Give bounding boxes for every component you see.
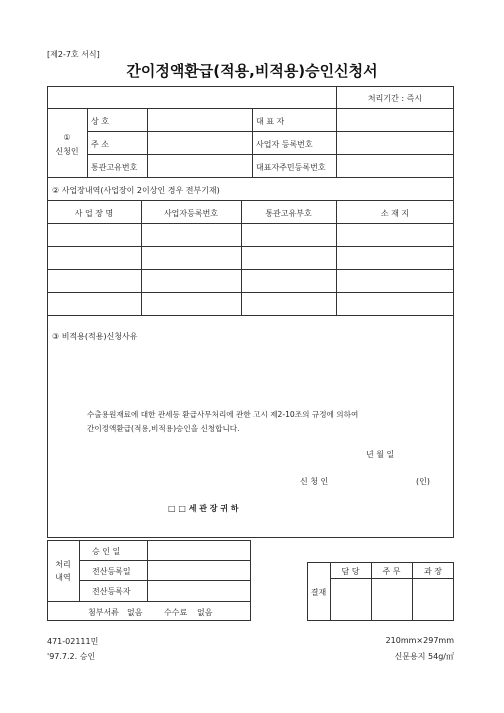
- representative-label: 대 표 자: [256, 117, 285, 126]
- approval-date-label: 승 인 일: [92, 547, 121, 556]
- fee-value: 없음: [197, 608, 213, 617]
- business-row[interactable]: [48, 293, 453, 314]
- footer-form-code: 471-02111민: [47, 637, 99, 646]
- statement-line-1: 수출용원재료에 대한 관세등 환급사무처리에 관한 고시 제2-10조의 규정에 의하여: [87, 410, 359, 419]
- page-title: 간이정액환급(적용,비적용)승인신청서: [126, 62, 378, 80]
- seal-mark: (인): [416, 477, 430, 486]
- applicant-signature-label: 신 청 인: [300, 477, 329, 486]
- reason-field[interactable]: [48, 342, 453, 392]
- col-header-business-name: 사 업 장 명: [74, 209, 114, 218]
- section3-title: ③ 비적용(적용)신청사유: [52, 332, 138, 341]
- approver-director-signature[interactable]: [413, 579, 453, 620]
- approver-staff-header: 담 당: [341, 567, 360, 576]
- registration-date-label: 전산등록일: [92, 567, 131, 576]
- business-row[interactable]: [48, 224, 453, 245]
- footer-approval-date: '97.7.2. 승인: [47, 652, 96, 661]
- registrar-field[interactable]: [148, 581, 250, 600]
- form-number: [제2-7호 서식]: [47, 50, 100, 59]
- representative-field[interactable]: [337, 109, 453, 130]
- approver-director-header: 과 장: [424, 567, 442, 576]
- approver-chief-header: 주 무: [382, 567, 401, 576]
- registrar-label: 전산등록자: [92, 587, 131, 596]
- attachments-label: 첨부서류: [88, 608, 119, 617]
- statement-line-2: 간이정액환급(적용,비적용)승인을 신청합니다.: [87, 424, 240, 433]
- applicant-section-label: 신청인: [55, 147, 79, 156]
- col-header-customs-code: 통관고유부호: [265, 209, 312, 218]
- approval-label: 결재: [310, 588, 327, 597]
- approver-staff-signature[interactable]: [331, 579, 370, 620]
- business-reg-field[interactable]: [337, 132, 453, 153]
- customs-code-field[interactable]: [148, 155, 251, 176]
- business-name-label: 상 호: [91, 117, 109, 126]
- business-reg-label: 사업자 등록번호: [256, 140, 313, 149]
- customs-code-label: 통관고유번호: [91, 163, 138, 172]
- section2-title: ② 사업장내역(사업장이 2이상인 경우 전부기재): [52, 186, 220, 195]
- date-line: 년 월 일: [366, 450, 395, 459]
- recipient-line: □ □ 세 관 장 귀 하: [168, 504, 239, 513]
- col-header-location: 소 재 지: [380, 209, 410, 218]
- attachments-value: 없음: [127, 608, 143, 617]
- applicant-section-number: ①: [63, 133, 71, 142]
- processing-label-2: 내역: [55, 573, 71, 582]
- registration-date-field[interactable]: [148, 561, 250, 579]
- business-row[interactable]: [48, 247, 453, 268]
- business-name-field[interactable]: [148, 109, 251, 130]
- footer-paper-type: 신문용지 54g/㎡: [394, 652, 454, 661]
- fee-label: 수수료: [164, 608, 188, 617]
- rep-id-field[interactable]: [337, 155, 453, 176]
- footer-paper-size: 210mm×297mm: [385, 636, 454, 645]
- approver-chief-signature[interactable]: [372, 579, 411, 620]
- processing-label-1: 처리: [55, 560, 71, 569]
- rep-id-label: 대표자주민등록번호: [256, 163, 326, 172]
- address-field[interactable]: [148, 132, 251, 153]
- approval-date-field[interactable]: [148, 541, 250, 559]
- address-label: 주 소: [91, 140, 109, 149]
- col-header-business-reg: 사업자등록번호: [163, 209, 219, 218]
- processing-period: 처리기간 : 즉시: [367, 94, 423, 103]
- business-row[interactable]: [48, 270, 453, 291]
